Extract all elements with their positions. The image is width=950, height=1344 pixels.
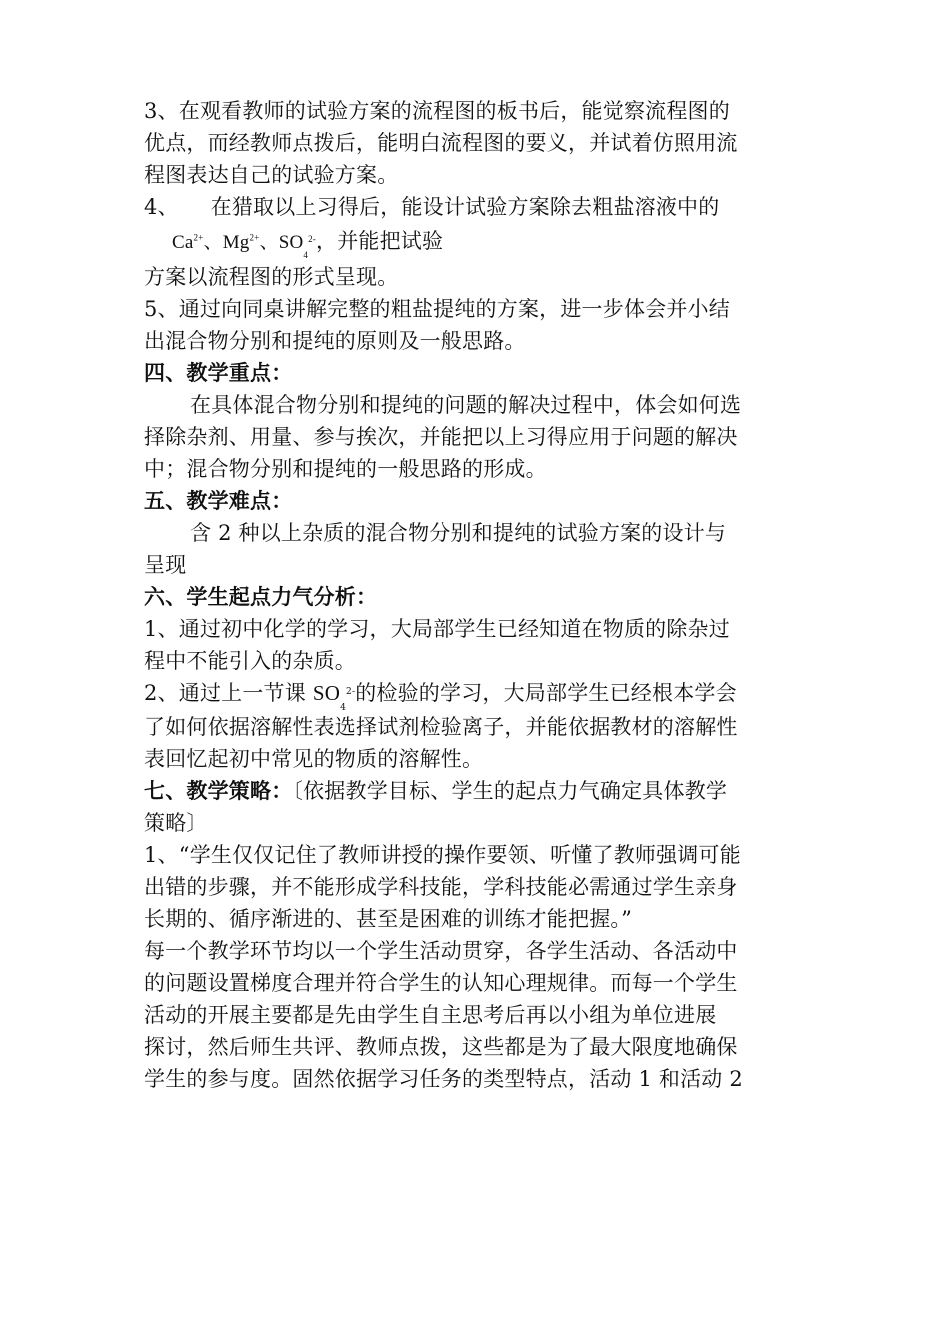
text-line-12: 中；混合物分别和提纯的一般思路的形成。	[144, 457, 547, 481]
so4-ion: SO	[312, 681, 341, 705]
text-line-1: 3、在观看教师的试验方案的流程图的板书后，能觉察流程图的	[144, 99, 730, 123]
ions-line	[172, 226, 443, 260]
text-line-25: 出错的步骤，并不能形成学科技能，学科技能必需通过学生亲身	[144, 875, 738, 899]
text-line-4: 4、 在猎取以上习得后，能设计试验方案除去粗盐溶液中的	[144, 195, 720, 219]
text-line-2: 优点，而经教师点拨后，能明白流程图的要义，并试着仿照用流	[144, 131, 738, 155]
section-heading-strategy: 七、教学策略：	[144, 779, 293, 803]
ion-so-charge: 2-	[308, 234, 316, 244]
text-line-24: 1、“学生仅仅记住了教师讲授的操作要领、听懂了教师强调可能	[144, 843, 741, 867]
text-line-17: 1、通过初中化学的学习，大局部学生已经知道在物质的除杂过	[144, 617, 730, 641]
text-line-28: 的问题设置梯度合理并符合学生的认知心理规律。而每一个学生	[144, 971, 738, 995]
so4-subscript: 4	[340, 703, 347, 713]
text-line-21: 表回忆起初中常见的物质的溶解性。	[144, 747, 484, 771]
text-line-14: 含 2 种以上杂质的混合物分别和提纯的试验方案的设计与	[190, 521, 727, 545]
ion-so: SO	[278, 232, 304, 253]
text-line-27: 每一个教学环节均以一个学生活动贯穿，各学生活动、各活动中	[144, 939, 738, 963]
text-line-11: 择除杂剂、用量、参与挨次，并能把以上习得应用于问题的解决	[144, 425, 738, 449]
text-line-31: 学生的参与度。固然依据学习任务的类型特点，活动 1 和活动 2	[144, 1067, 743, 1091]
text-line-23: 策略〕	[144, 811, 208, 835]
ion-sep-2: 、	[259, 232, 279, 253]
ion-ca-charge: 2+	[193, 232, 204, 243]
ion-ca: Ca	[172, 232, 194, 253]
text-line-15: 呈现	[144, 553, 187, 577]
text-line-20: 了如何依据溶解性表选择试剂检验离子，并能依据教材的溶解性	[144, 715, 738, 739]
text-line-26: 长期的、循序渐进的、甚至是困难的训练才能把握。”	[144, 907, 633, 931]
strategy-line-tail: 〔依据教学目标、学生的起点力气确定具体教学	[292, 779, 728, 803]
text-line-18: 程中不能引入的杂质。	[144, 649, 356, 673]
text-line-30: 探讨，然后师生共评、教师点拨，这些都是为了最大限度地确保	[144, 1035, 738, 1059]
text-line-6: 方案以流程图的形式呈现。	[144, 265, 399, 289]
text-line-7: 5、通过向同桌讲解完整的粗盐提纯的方案，进一步体会并小结	[144, 297, 730, 321]
ion-mg: Mg	[222, 232, 250, 253]
so4-line-prefix: 2、通过上一节课	[144, 681, 313, 705]
so4-line-tail: 的检验的学习，大局部学生已经根本学会	[355, 681, 737, 705]
ion-mg-charge: 2+	[249, 232, 260, 243]
text-line-3: 程图表达自己的试验方案。	[144, 163, 399, 187]
ion-so-subscript: 4	[303, 250, 309, 260]
section-heading-key-points: 四、教学重点：	[144, 361, 293, 385]
ion-sep-1: 、	[203, 232, 223, 253]
section-heading-difficulties: 五、教学难点：	[144, 489, 293, 513]
text-line-29: 活动的开展主要都是先由学生自主思考后再以小组为单位进展	[144, 1003, 717, 1027]
strategy-line	[144, 776, 727, 806]
ions-line-tail: ，并能把试验	[316, 229, 444, 253]
text-line-8: 出混合物分别和提纯的原则及一般思路。	[144, 329, 526, 353]
section-heading-student-analysis: 六、学生起点力气分析：	[144, 585, 378, 609]
so4-charge: 2-	[346, 687, 356, 697]
so4-line	[144, 678, 737, 713]
text-line-10: 在具体混合物分别和提纯的问题的解决过程中，体会如何选	[190, 393, 742, 417]
